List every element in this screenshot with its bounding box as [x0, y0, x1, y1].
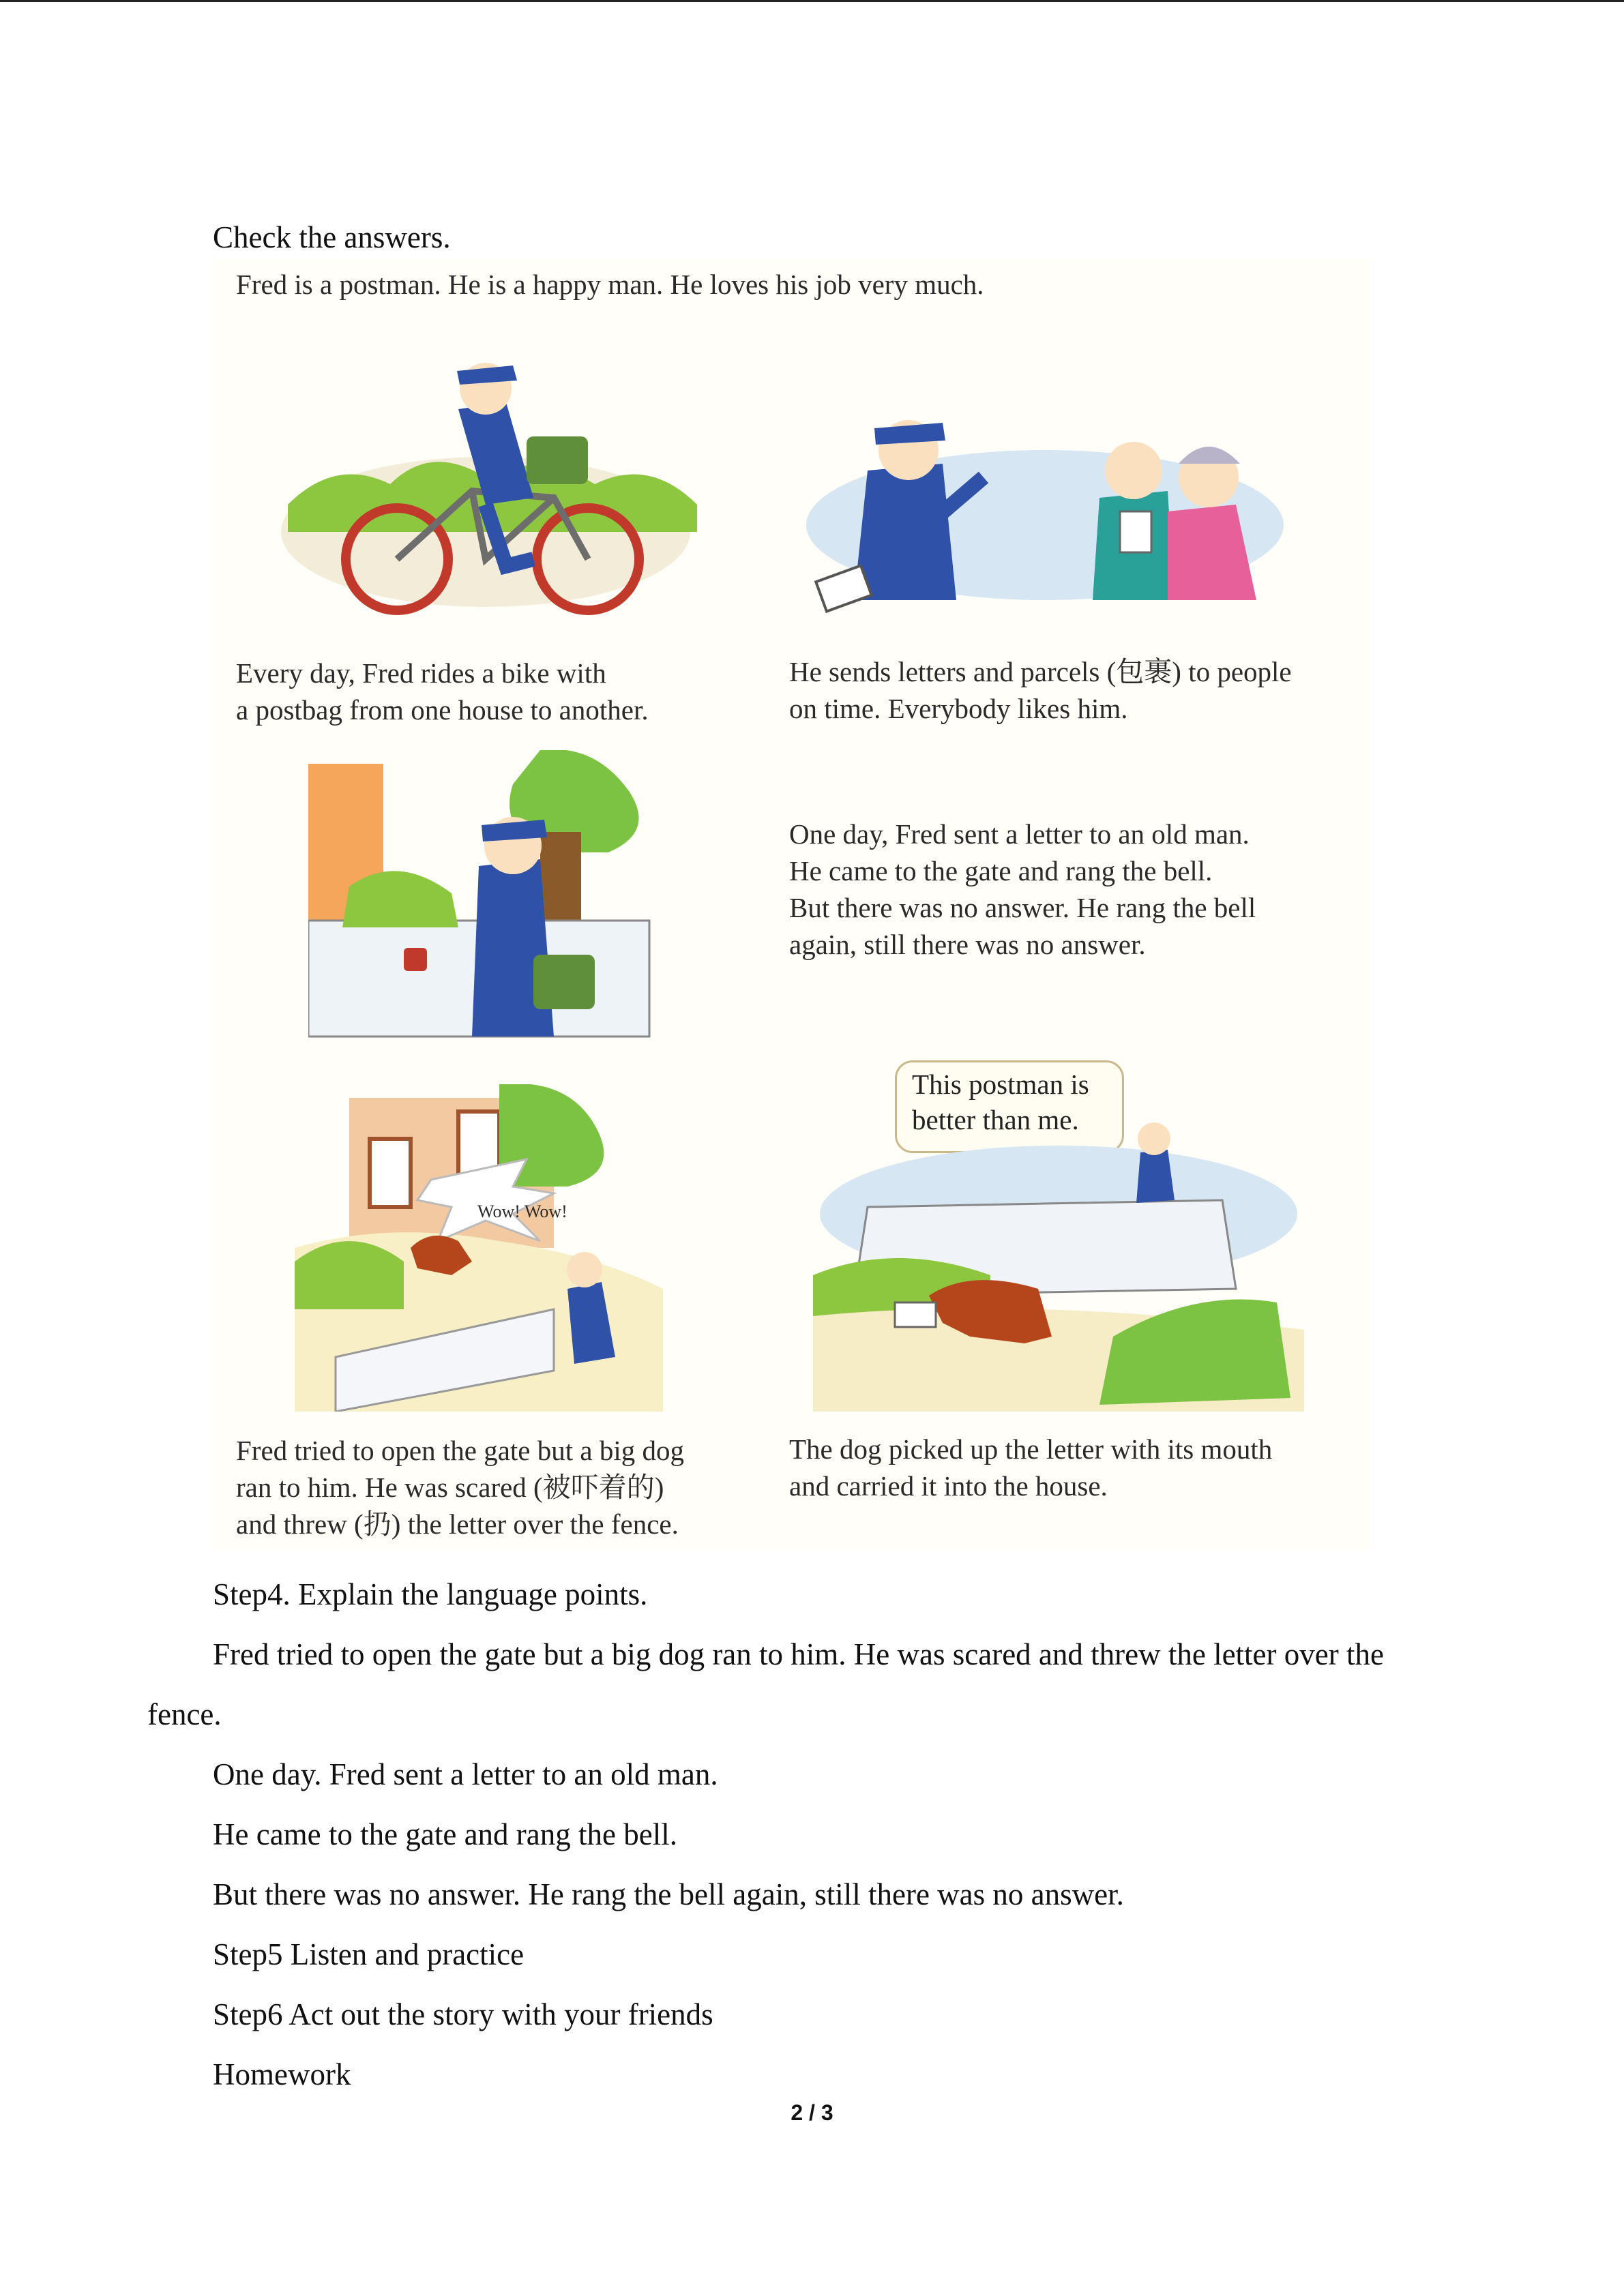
caption-gate: One day, Fred sent a letter to an old man. He came to the gate and rang the bell. But there was no answer. He rang the bell again, still there was no answer.: [789, 818, 1256, 960]
panel-gate-illustration: [308, 750, 663, 1050]
paragraph-line-continued: fence.: [147, 1697, 222, 1731]
caption-fence: The dog picked up the letter with its mouth and carried it into the house.: [789, 1433, 1273, 1502]
step4-text: Step4. Explain the language points.: [213, 1577, 648, 1611]
step6-text: Step6 Act out the story with your friends: [213, 1997, 713, 2031]
caption-bike: Every day, Fred rides a bike with a postbag from one house to another.: [236, 657, 649, 726]
homework-text: Homework: [213, 2057, 351, 2091]
paragraph-line: One day. Fred sent a letter to an old man.: [213, 1757, 718, 1791]
caption-delivery: He sends letters and parcels (包裹) to people on time. Everybody likes him.: [789, 656, 1292, 724]
paragraph-line: But there was no answer. He rang the bell again, still there was no answer.: [213, 1877, 1124, 1911]
story-figure: [213, 259, 1369, 1550]
figure-heading: Fred is a postman. He is a happy man. He loves his job very much.: [236, 269, 984, 300]
caption-dog: Fred tried to open the gate but a big dog ran to him. He was scared (被吓着的) and threw (扔) the letter over the fence.: [236, 1435, 684, 1540]
panel-bike-illustration: [281, 327, 704, 621]
panel-fence-illustration: [813, 1112, 1304, 1412]
top-border: [0, 0, 1624, 2]
panel-dog-illustration: [295, 1084, 677, 1412]
paragraph-line: Fred tried to open the gate but a big dog ran to him. He was scared and threw the letter over the: [213, 1637, 1384, 1671]
step5-text: Step5 Listen and practice: [213, 1937, 525, 1971]
page-number: 2 / 3: [791, 2100, 833, 2125]
speech-bubble-text: This postman is better than me.: [912, 1069, 1089, 1135]
intro-text: Check the answers.: [213, 220, 451, 254]
paragraph-line: He came to the gate and rang the bell.: [213, 1817, 677, 1851]
dog-sound-text: Wow! Wow!: [477, 1202, 567, 1221]
panel-delivery-illustration: [799, 396, 1290, 621]
